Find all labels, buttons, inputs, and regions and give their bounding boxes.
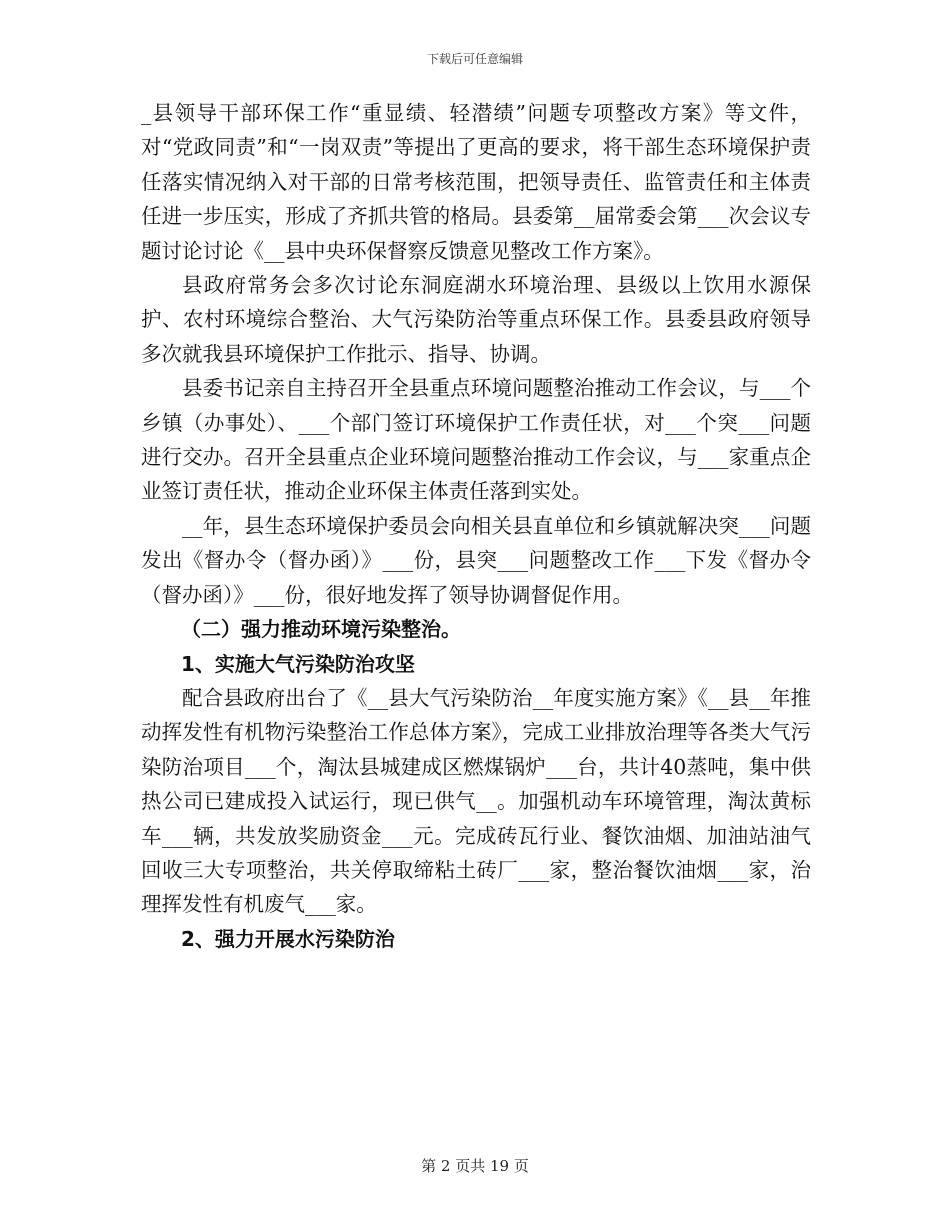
- paragraph-party-secretary: 县委书记亲自主持召开全县重点环境问题整治推动工作会议，与___个乡镇（办事处）、___个部门签订环境保护工作责任状，对___个突___问题进行交办。召开全县重点企业环境问题整治推动工作会议，与___家重点企业签订责任状，推动企业环保主体责任落到实处。: [141, 376, 811, 504]
- subheading-water-pollution: 2、强力开展水污染防治: [181, 926, 395, 951]
- paragraph-air-measures: 配合县政府出台了《__县大气污染防治__年度实施方案》《__县__年推动挥发性有机物污染整治工作总体方案》，完成工业排放治理等各类大气污染防治项目___个，淘汰县城建成区燃煤锅炉___台，共计40蒸吨，集中供热公司已建成投入试运行，现已供气__。加强机动车环境管理，淘汰黄标车___辆，共发放奖励资金___元。完成砖瓦行业、餐饮油烟、加油站油气回收三大专项整治，共关停取缔粘土砖厂___家，整治餐饮油烟___家，治理挥发性有机废气___家。: [141, 685, 811, 917]
- document-body: [141, 96, 811, 956]
- section-heading-pollution: （二）强力推动环境污染整治。: [181, 617, 461, 642]
- page-header: 下载后可任意编辑: [426, 52, 523, 66]
- paragraph-supervision-orders: __年，县生态环境保护委员会向相关县直单位和乡镇就解决突___问题发出《督办令（督办函）》___份，县突___问题整改工作___下发《督办令（督办函）》___份，很好地发挥了领导协调督促作用。: [141, 513, 811, 607]
- subheading-air-pollution: 1、实施大气污染防治攻坚: [181, 651, 415, 676]
- paragraph-continuation: _县领导干部环保工作“重显绩、轻潜绩”问题专项整改方案》等文件，对“党政同责”和“一岗双责”等提出了更高的要求，将干部生态环境保护责任落实情况纳入对干部的日常考核范围，把领导责任、监管责任和主体责任进一步压实，形成了齐抓共管的格局。县委第__届常委会第___次会议专题讨论讨论《__县中央环保督察反馈意见整改工作方案》。: [141, 101, 811, 263]
- paragraph-county-government: 县政府常务会多次讨论东洞庭湖水环境治理、县级以上饮用水源保护、农村环境综合整治、大气污染防治等重点环保工作。县委县政府领导多次就我县环境保护工作批示、指导、协调。: [141, 273, 811, 366]
- page-footer: 第 2 页共 19 页: [421, 1157, 529, 1175]
